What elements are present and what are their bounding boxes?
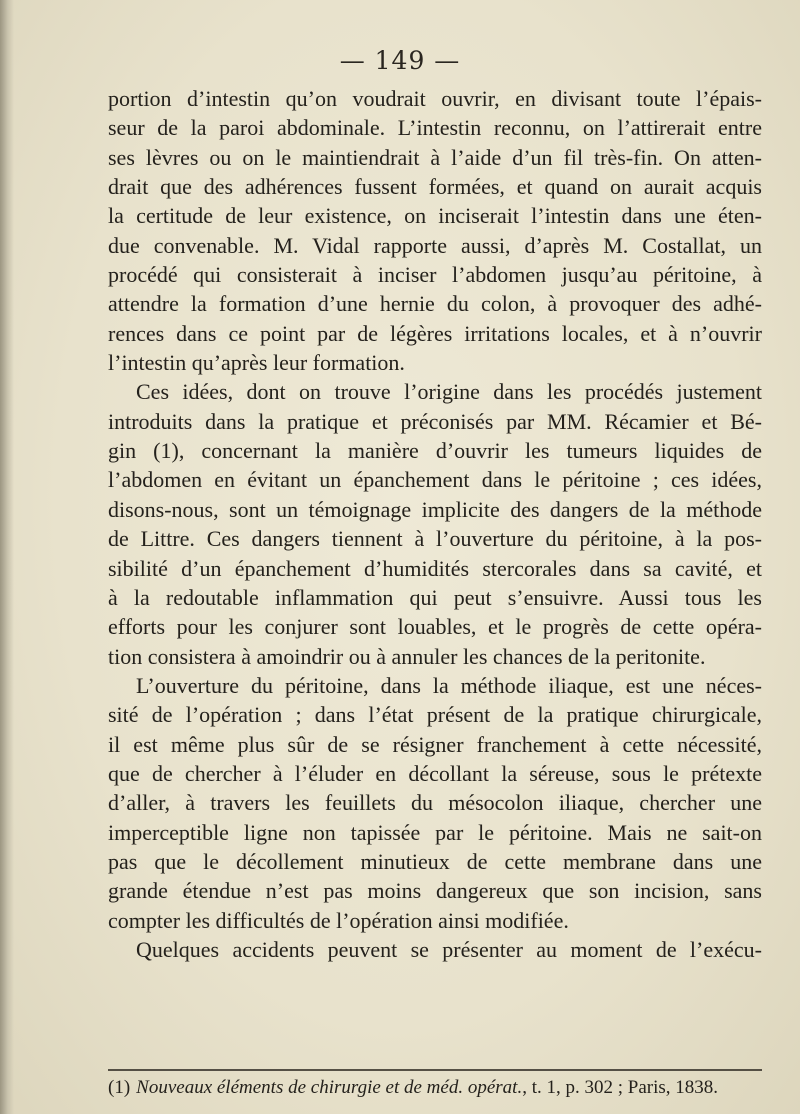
text-line: L’ouverture du péritoine, dans la méthode iliaque, est une néces-: [136, 672, 762, 698]
text-line: portion d’intestin qu’on voudrait ouvrir, en divisant toute l’épais-: [108, 86, 762, 111]
text-line: rences dans ce point par de légères irritations locales, et à n’ouvrir: [108, 320, 762, 346]
body-text: [108, 84, 762, 964]
footnote: [108, 1075, 768, 1101]
text-line: d’aller, à travers les feuillets du mésocolon iliaque, chercher une: [108, 790, 762, 816]
text-line: de Littre. Ces dangers tiennent à l’ouverture du péritoine, à la pos-: [108, 526, 762, 552]
text-line: sibilité d’un épanchement d’humidités stercorales dans sa cavité, et: [108, 555, 762, 581]
text-line: efforts pour les conjurer sont louables, et le progrès de cette opéra-: [108, 614, 762, 640]
text-line: compter les difficultés de l’opération ainsi modifiée.: [108, 907, 569, 933]
text-line: introduits dans la pratique et préconisés par MM. Récamier et Bé-: [108, 408, 762, 434]
footnote-reference-details: , t. 1, p. 302 ; Paris, 1838.: [522, 1077, 719, 1098]
text-line: l’abdomen en évitant un épanchement dans le péritoine ; ces idées,: [108, 467, 762, 493]
text-line: Ces idées, dont on trouve l’origine dans les procédés justement: [136, 379, 762, 405]
page-number: — 149 —: [339, 46, 461, 75]
text-line: Quelques accidents peuvent se présenter au moment de l’exécu-: [136, 936, 762, 962]
text-line: procédé qui consisterait à inciser l’abdomen jusqu’au péritoine, à: [108, 262, 762, 288]
text-line: due convenable. M. Vidal rapporte aussi, d’après M. Costallat, un: [108, 232, 762, 258]
text-line: attendre la formation d’une hernie du colon, à provoquer des adhé-: [108, 291, 762, 317]
text-line: disons-nous, sont un témoignage implicite des dangers de la méthode: [108, 496, 762, 522]
text-line: que de chercher à l’éluder en décollant la séreuse, sous le prétexte: [108, 760, 762, 786]
text-line: il est même plus sûr de se résigner franchement à cette nécessité,: [108, 731, 762, 757]
text-line: l’intestin qu’après leur formation.: [108, 350, 405, 376]
text-line: tion consistera à amoindrir ou à annuler les chances de la peritonite.: [108, 643, 706, 669]
text-line: pas que le décollement minutieux de cette membrane dans une: [108, 848, 762, 874]
page-gutter-shadow: [0, 0, 14, 1114]
footnote-mark: (1): [108, 1077, 131, 1098]
footnote-source-title: Nouveaux éléments de chirurgie et de méd. opérat.: [136, 1077, 523, 1098]
text-line: seur de la paroi abdominale. L’intestin reconnu, on l’attirerait entre: [108, 115, 762, 141]
text-line: à la redoutable inflammation qui peut s’ensuivre. Aussi tous les: [108, 584, 762, 610]
text-line: gin (1), concernant la manière d’ouvrir les tumeurs liquides de: [108, 438, 762, 464]
text-line: imperceptible ligne non tapissée par le péritoine. Mais ne sait-on: [108, 819, 762, 845]
text-line: grande étendue n’est pas moins dangereux que son incision, sans: [108, 878, 762, 904]
footnote-divider: [108, 1069, 762, 1071]
text-line: sité de l’opération ; dans l’état présent de la pratique chirurgicale,: [108, 702, 762, 728]
text-line: la certitude de leur existence, on inciserait l’intestin dans une éten-: [108, 203, 762, 229]
text-line: ses lèvres ou on le maintiendrait à l’aide d’un fil très-fin. On atten-: [108, 144, 762, 170]
text-line: drait que des adhérences fussent formées, et quand on aurait acquis: [108, 174, 762, 200]
